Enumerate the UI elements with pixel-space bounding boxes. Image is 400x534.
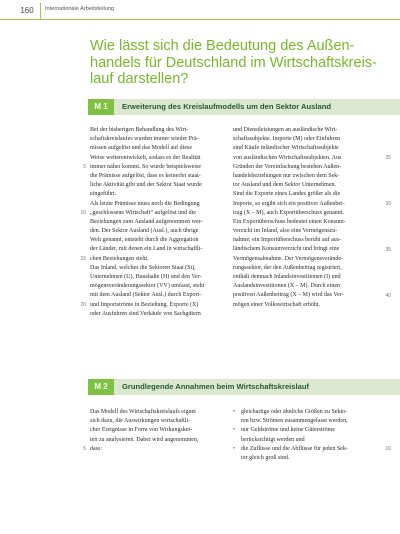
text-line: Ein Exportüberschuss bedeutet einen Konsum- [233, 218, 346, 225]
bullet-icon: • [233, 409, 236, 415]
text-line: Unternehmen (U), Haushalte (H) und den Ver- [90, 274, 202, 280]
text-line: tor Ausland und dem Sektor Unternehmen. [233, 182, 336, 189]
m2-left-column [83, 408, 222, 454]
text-line [233, 454, 377, 463]
section-m1-heading: Erweiterung des Kreislaufmodells um den Sektor Ausland [122, 102, 332, 111]
text-line: sich dazu, die Auswirkungen wirtschaftli- [90, 418, 191, 425]
header-divider [40, 3, 41, 19]
line-number: 5 [83, 163, 86, 170]
text-line: schaftssubjekte. Importe (M) oder Einfuhren [233, 136, 341, 143]
text-line: Weise weiterentwickelt, sodass es der Realität [90, 154, 201, 161]
text-line [233, 436, 377, 445]
text-line: Gründen der Vereinfachung bestehen Außen- [233, 163, 342, 170]
text-line: cher Ereignisse in Form von Wirkungsket- [90, 427, 193, 434]
line-number: 10 [80, 209, 86, 216]
text-line: „geschlossene Wirtschaft“ aufgelöst und die [90, 209, 196, 216]
text-line: und Dienstleistungen an ausländische Wirt- [233, 127, 338, 133]
bullet-text: ren bzw. Strömen zusammengefasst werden, [241, 418, 348, 425]
text-line: liche Aktivität gibt und der Sektor Staat wurde [90, 182, 202, 189]
chapter-title: Internationale Arbeitsteilung [45, 6, 115, 12]
text-line: Bei der bisherigen Behandlung des Wirt- [90, 127, 189, 133]
line-number: 25 [385, 154, 391, 161]
line-number: 15 [80, 255, 86, 262]
text-line: Beziehungen zum Ausland aufgenommen wer- [90, 218, 203, 225]
text-line: handelsbeziehungen nur zwischen dem Sek- [233, 172, 340, 179]
text-line: immer näher kommt. So wurde beispielsweise [90, 163, 201, 170]
text-line: mögen einer Volkswirtschaft erhöht. [233, 301, 321, 308]
text-line [233, 426, 377, 435]
section-m1-bar [88, 99, 400, 115]
text-line: missen aufgelöst und das Modell auf diese [90, 145, 192, 152]
text-line: ländischem Konsumverzicht und bringt eine [233, 246, 340, 253]
text-line: schaftskreislaufes wurden immer wieder Prä- [90, 136, 199, 143]
text-line: sind Käufe inländischer Wirtschaftssubjekte [233, 145, 339, 152]
line-number: 30 [385, 200, 391, 207]
bullet-text: gleichartige oder ähnliche Größen zu Sekto- [241, 409, 348, 415]
text-line: Auslandsinvestitionen (X – M). Durch einen [233, 283, 340, 290]
text-line: der Länder, mit denen ein Land in wirtschaftli- [90, 246, 203, 253]
text-line: den. Der Sektor Ausland (Ausl.), auch übrige [90, 228, 199, 235]
header-rule [0, 19, 400, 20]
line-number: 40 [385, 292, 391, 299]
section-m1-tag: M 1 [88, 99, 114, 115]
text-line: eingeführt. [90, 191, 117, 198]
text-line: Das Modell des Wirtschaftskreislaufs eignet [90, 409, 196, 415]
bullet-text: die Zuflüsse und die Abflüsse für jeden Sek- [241, 445, 348, 452]
section-m2-bar [88, 379, 400, 395]
text-line: Importe, so ergibt sich ein positiver Außenbei- [233, 200, 345, 207]
text-line: rungssektor, der den Außenbeitrag registriert, [233, 264, 342, 271]
text-line: Das Inland, welches die Sektoren Staat (St), [90, 264, 196, 271]
line-number: 10 [385, 445, 391, 452]
text-line [233, 417, 377, 426]
line-number: 5 [83, 445, 86, 452]
text-line: oder Ausfuhren sind Verkäufe von Sachgütern [90, 310, 201, 317]
page-header [0, 0, 400, 20]
text-line: verzicht im Inland, also eine Vermögenszu- [233, 228, 338, 235]
text-line: Als letzte Prämisse muss noch die Bedingung [90, 200, 200, 207]
text-line [233, 445, 377, 454]
text-line: enthält demnach Inlandsinvestitionen (I) und [233, 274, 341, 280]
m1-left-column [80, 126, 222, 319]
line-number: 35 [385, 246, 391, 253]
m2-right-column [233, 408, 391, 463]
bullet-icon: • [233, 445, 236, 452]
text-line: die Prämisse aufgelöst, dass es keinerlei staat- [90, 172, 201, 179]
text-line: mögensveränderungssektor (VV) umfasst, steht [90, 283, 205, 290]
text-line: chen Beziehungen steht. [90, 255, 149, 262]
text-line: mit dem Ausland (Sektor Ausl.) durch Export- [90, 292, 202, 299]
m1-right-column [233, 126, 391, 310]
text-line: und Importströme in Beziehung. Exporte (X) [90, 301, 199, 308]
text-line [233, 408, 377, 417]
text-line: trag (X – M), auch Exportüberschuss genannt. [233, 209, 344, 216]
section-m2-tag: M 2 [88, 379, 114, 395]
text-line: dass: [90, 445, 102, 452]
text-line: positiven Außenbeitrag (X – M) wird das Ver- [233, 292, 344, 299]
bullet-icon: • [233, 427, 236, 434]
line-number: 20 [80, 301, 86, 308]
section-m2-heading: Grundlegende Annahmen beim Wirtschaftskreislauf [122, 382, 309, 391]
bullet-text: berücksichtigt werden und [241, 436, 305, 443]
text-line: Welt genannt, entsteht durch die Aggregation [90, 237, 199, 244]
text-line: Sind die Exporte eines Landes größer als die [233, 191, 341, 198]
text-line: ten zu analysieren. Dabei wird angenommen, [90, 436, 199, 443]
page-number: 160 [20, 6, 34, 15]
bullet-text: tor gleich groß sind. [241, 454, 290, 461]
bullet-text: nur Geldströme und keine Güterströme [241, 427, 335, 434]
page-title: Wie lässt sich die Bedeutung des Außen-handels für Deutschland im Wirtschaftskreis-lauf darstellen? [90, 38, 377, 87]
text-line: von ausländischen Wirtschaftssubjekten. Aus [233, 154, 342, 161]
text-line: nahme; ein Importüberschuss beruht auf aus- [233, 237, 342, 244]
text-line: Vermögensabnahme. Der Vermögensverände- [233, 255, 344, 262]
